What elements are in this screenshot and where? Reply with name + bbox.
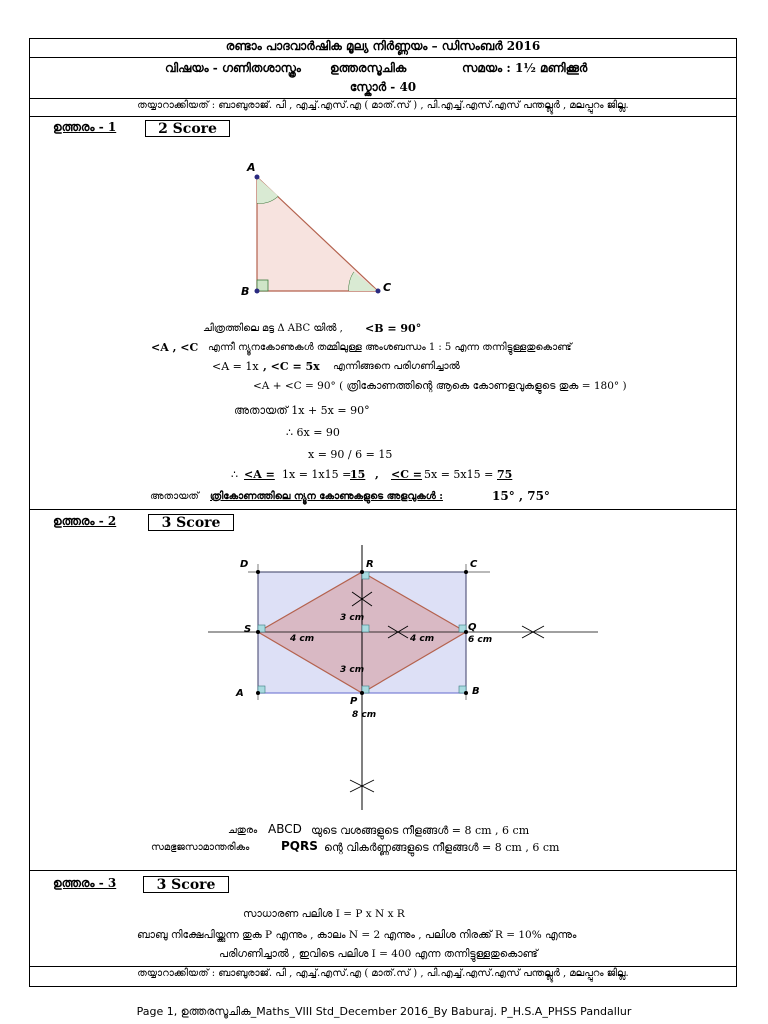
q1-line-5: അതായത് 1x + 5x = 90°: [234, 404, 370, 417]
measure-top-half: 3 cm: [340, 613, 365, 623]
q3-line-2: ബാബു നിക്ഷേപിയ്ക്കുന്ന തുക P എന്നും , കാലം N = 2 എന്നും , പലിശ നിരക്ക് R = 10% എന്നും: [137, 929, 577, 941]
q1-line-2b: എന്നീ ന്യൂനകോണുകൾ തമ്മിലുള്ള അംശബന്ധം 1 : 5 എന്ന തന്നിട്ടുള്ളതുകൊണ്ട്: [208, 342, 572, 353]
q1-line-8-therefore: ∴: [231, 468, 238, 481]
q2-line-1c: യുടെ വശങ്ങളുടെ നീളങ്ങൾ = 8 cm , 6 cm: [311, 824, 530, 837]
q1-line-4: <A + <C = 90° ( ത്രികോണത്തിന്റെ ആകെ കോണളവുകളുടെ തുക = 180° ): [253, 380, 627, 392]
q1-line-8-result-a: 15: [350, 468, 366, 481]
q1-line-9c: 15° , 75°: [492, 489, 550, 503]
right-triangle-figure: [235, 155, 405, 305]
q1-line-3b: , <C = 5x: [263, 360, 320, 373]
vertex-label-p: P: [350, 696, 358, 707]
vertex-label-c: C: [383, 281, 392, 294]
answer-1-score: 2 Score: [145, 120, 230, 137]
vertex-label-s: S: [244, 624, 252, 635]
divider: [29, 57, 737, 58]
answer-key-label: ഉത്തരസൂചിക: [330, 61, 407, 75]
q1-line-3c: എന്നിങ്ങനെ പരിഗണിച്ചാൽ: [333, 361, 460, 372]
vertex-label-b: B: [472, 686, 480, 697]
q1-line-3a: <A = 1x: [212, 360, 259, 373]
q1-line-9a: അതായത്: [150, 491, 199, 502]
divider: [29, 870, 737, 871]
q2-line-2a: സമഭുജസാമാന്തരികം: [151, 842, 250, 853]
answer-2-label: ഉത്തരം - 2: [53, 514, 117, 528]
q1-line-8-result-c: 75: [497, 468, 513, 481]
exam-title: രണ്ടാം പാദവാർഷിക മൂല്യ നിർണ്ണയം – ഡിസംബർ 2016: [225, 39, 541, 53]
q1-line-8-sep: ,: [375, 468, 379, 481]
subject: വിഷയം - ഗണിതശാസ്ത്രം: [165, 61, 301, 75]
q1-line-8-calc-a: 1x = 1x15 =: [282, 468, 352, 481]
vertex-label-a: A: [247, 161, 256, 174]
q1-line-7: x = 90 / 6 = 15: [308, 448, 393, 461]
q1-line-2a: <A , <C: [151, 341, 199, 354]
page-footer: Page 1, ഉത്തരസൂചിക_Maths_VIII Std_December 2016_By Baburaj. P_H.S.A_PHSS Pandallur: [136, 1005, 632, 1018]
q1-line-8-angle-c: <C =: [391, 468, 423, 481]
q1-line-9b: ത്രികോണത്തിലെ ന്യൂന കോണുകളുടെ അളവുകൾ :: [210, 491, 443, 502]
q1-line-1b: <B = 90°: [365, 322, 422, 335]
vertex-label-c: C: [470, 559, 478, 570]
answer-3-score: 3 Score: [143, 876, 229, 893]
q1-line-1a: ചിത്രത്തിലെ മട്ട Δ ABC യിൽ ,: [203, 323, 343, 334]
q2-line-2b: PQRS: [281, 839, 318, 853]
divider: [29, 98, 737, 99]
q1-line-8-angle-a: <A =: [244, 468, 275, 481]
exam-time: സമയം : 1½ മണിക്കൂർ: [462, 61, 588, 75]
answer-1-label: ഉത്തരം - 1: [53, 120, 117, 134]
vertex-label-d: D: [240, 559, 249, 570]
q2-line-2c: ന്റെ വികർണ്ണങ്ങളുടെ നീളങ്ങൾ = 8 cm , 6 cm: [324, 841, 560, 854]
answer-3-label: ഉത്തരം - 3: [53, 876, 117, 890]
divider: [29, 509, 737, 510]
answer-2-score: 3 Score: [148, 514, 234, 531]
divider: [29, 116, 737, 117]
divider: [29, 966, 737, 967]
vertex-label-b: B: [241, 285, 250, 298]
rhombus-construction-figure: [200, 540, 610, 815]
q1-line-6: ∴ 6x = 90: [286, 426, 340, 439]
q1-line-8-calc-c: 5x = 5x15 =: [424, 468, 494, 481]
measure-6cm: 6 cm: [468, 635, 493, 645]
q2-line-1b: ABCD: [268, 822, 302, 836]
vertex-label-a: A: [236, 688, 244, 699]
q2-line-1a: ചതുരം: [228, 825, 258, 836]
measure-bottom-half: 3 cm: [340, 665, 365, 675]
q3-line-1: സാധാരണ പലിശ I = P x N x R: [243, 908, 405, 920]
total-score: സ്കോർ - 40: [349, 80, 417, 94]
vertex-label-q: Q: [468, 622, 477, 633]
prepared-by-bottom: തയ്യാറാക്കിയത് : ബാബുരാജ്. പി , എച്ച്.എസ്.എ ( മാത്.സ് ) , പി.എച്ച്.എസ്.എസ് പന്തല്ലൂർ , മലപ്പുറം ജില്ല.: [137, 968, 629, 979]
q3-line-3: പരിഗണിച്ചാൽ , ഇവിടെ പലിശ I = 400 എന്ന തന്നിട്ടുള്ളതുകൊണ്ട്: [219, 948, 538, 960]
vertex-label-r: R: [366, 559, 374, 570]
measure-right-half: 4 cm: [410, 634, 435, 644]
measure-left-half: 4 cm: [290, 634, 315, 644]
prepared-by: തയ്യാറാക്കിയത് : ബാബുരാജ്. പി , എച്ച്.എസ്.എ ( മാത്.സ് ) , പി.എച്ച്.എസ്.എസ് പന്തല്ലൂർ , മലപ്പുറം ജില്ല.: [137, 100, 629, 111]
measure-8cm: 8 cm: [352, 710, 377, 720]
